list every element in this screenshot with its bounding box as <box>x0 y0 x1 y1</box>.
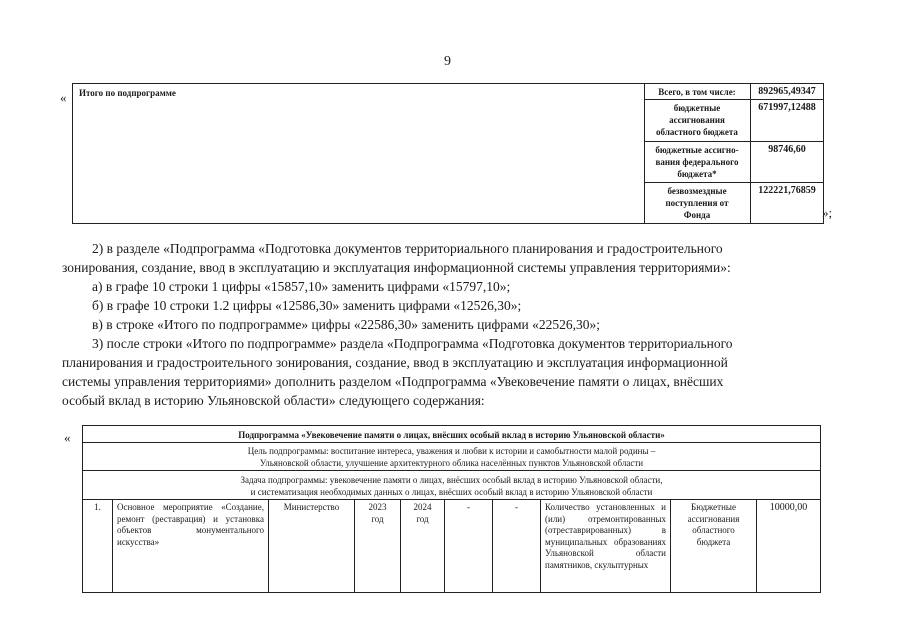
event-name: Основное мероприятие «Создание, ремонт (реставрация) и установка объектов монументального искусства» <box>113 500 269 592</box>
paragraph-3-line: 3) после строки «Итого по подпрограмме» раздела «Подпрограмма «Подготовка документов территориального <box>92 336 733 351</box>
funding-source: Бюджетные ассигнования областного бюджета <box>671 500 757 592</box>
subprogram-goal <box>83 443 820 471</box>
paragraph-2-line: 2) в разделе «Подпрограмма «Подготовка документов территориального планирования и градостроительного <box>92 241 723 256</box>
start-year-cell <box>355 500 401 592</box>
row-number: 1. <box>83 500 113 592</box>
funding-label: безвозмездные поступления от Фонда <box>665 186 729 220</box>
paragraph-3-line: особый вклад в историю Ульяновской области» следующего содержания: <box>62 393 485 408</box>
end-year-unit: год <box>416 513 429 524</box>
indicator: Количество установленных и (или) отремонтированных (отреставрированных) в муниципальных образованиях Ульяновской области памятников, скульптурных <box>541 500 671 592</box>
funding-value: 98746,60 <box>751 142 823 183</box>
page-number: 9 <box>444 54 451 69</box>
paragraph-a: а) в графе 10 строки 1 цифры «15857,10» заменить цифрами «15797,10»; <box>92 279 511 294</box>
paragraph-3-line: планирования и градостроительного зонирования, создание, ввод в эксплуатацию и эксплуатация информационной <box>62 355 728 370</box>
start-year-unit: год <box>371 513 384 524</box>
funding-label: Всего, в том числе: <box>644 84 750 100</box>
end-year-cell <box>401 500 445 592</box>
dash-cell: - <box>493 500 541 592</box>
funding-labels-column <box>644 84 751 223</box>
paragraph-2-line: зонирования, создание, ввод в эксплуатацию и эксплуатация информационной системы управления территориями»: <box>62 260 731 275</box>
funding-amount: 10000,00 <box>769 502 808 513</box>
funding-value: 122221,76859 <box>758 185 816 196</box>
paragraph-b: б) в графе 10 строки 1.2 цифры «12586,30» заменить цифрами «12526,30»; <box>92 298 522 313</box>
paragraph-3-line: системы управления территориями» дополнить разделом «Подпрограмма «Увековечение памяти о лицах, внёсших <box>62 374 724 389</box>
funding-values-column <box>751 84 823 223</box>
table1-open-quote: « <box>60 90 67 105</box>
new-subprogram-table <box>82 425 821 593</box>
task-line: Задача подпрограммы: увековечение памяти о лицах, внёсших особый вклад в историю Ульяновской области, <box>240 475 663 485</box>
funding-label: бюджетные ассигнования областного бюджета <box>644 100 750 142</box>
total-title-cell <box>73 84 645 223</box>
subprogram-header: Подпрограмма «Увековечение памяти о лицах, внёсших особый вклад в историю Ульяновской области» <box>83 426 820 443</box>
total-title: Итого по подпрограмме <box>79 88 176 98</box>
table2-open-quote: « <box>64 430 71 445</box>
goal-line: Цель подпрограммы: воспитание интереса, уважения и любви к истории и самобытности малой родины – <box>247 446 656 456</box>
subprogram-task <box>83 471 820 500</box>
end-year: 2024 <box>413 502 432 512</box>
table1-close-quote: »; <box>822 205 833 220</box>
executor: Министерство <box>269 500 355 592</box>
funding-value: 671997,12488 <box>751 100 823 142</box>
dash-cell: - <box>445 500 493 592</box>
subprogram-total-table <box>72 83 824 224</box>
task-line: и систематизация необходимых данных о лицах, внёсших особый вклад в историю Ульяновской области <box>250 487 653 497</box>
funding-value: 892965,49347 <box>751 84 823 100</box>
funding-label: бюджетные ассигно-вания федерального бюджета* <box>644 142 750 183</box>
goal-line: Ульяновской области, улучшение архитектурного облика населённых пунктов Ульяновской области <box>259 458 644 468</box>
start-year: 2023 <box>368 502 387 512</box>
paragraph-c: в) в строке «Итого по подпрограмме» цифры «22586,30» заменить цифрами «22526,30»; <box>92 317 601 332</box>
